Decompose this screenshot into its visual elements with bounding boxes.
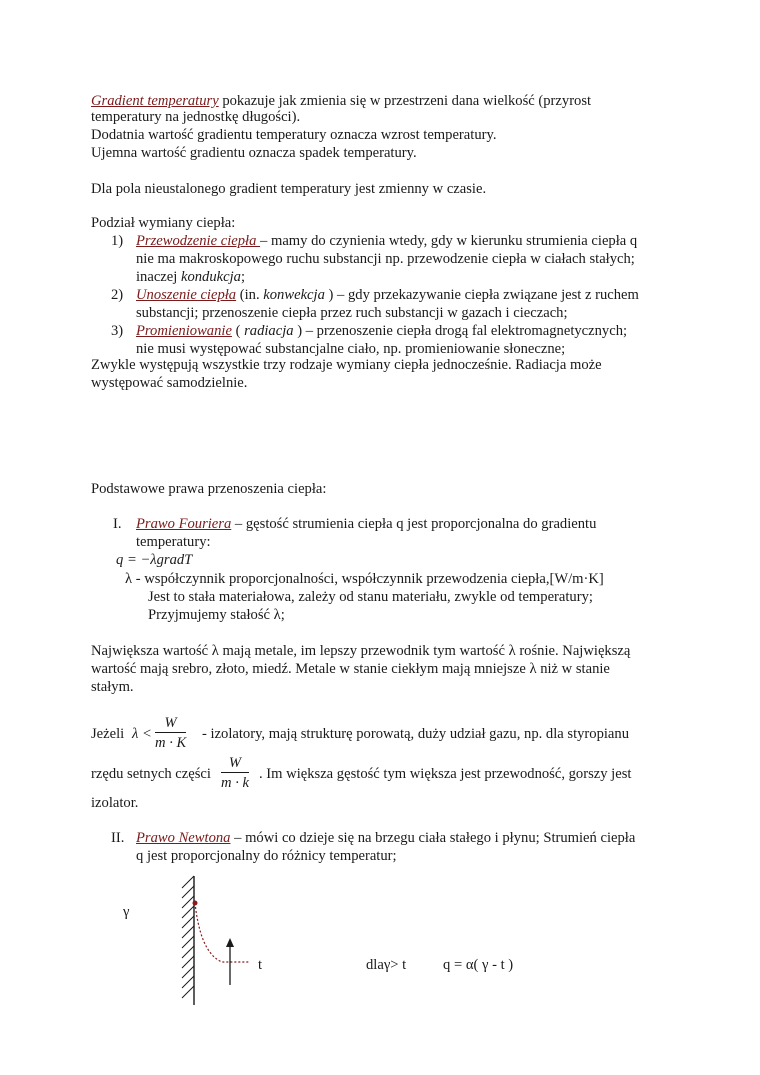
list-item-1-line-1: Przewodzenie ciepła – mamy do czynienia wtedy, gdy w kierunku strumienia ciepła q xyxy=(136,233,638,249)
law-num-1: I. xyxy=(113,516,122,532)
t-label: t xyxy=(258,957,263,973)
metals-line-2: wartość mają srebro, złoto, miedź. Metale w stanie ciekłym mają mniejsze λ niż w stanie xyxy=(91,661,610,677)
order-pre: rzędu setnych części xyxy=(91,766,211,782)
fraction-w-mk-lower: $\frac{W}{m \cdot k}$ xyxy=(221,755,249,791)
arrow-head xyxy=(226,938,234,947)
fraction-w-mk: $\frac{W}{m \cdot K}$ xyxy=(155,715,187,751)
metals-line-3: stałym. xyxy=(91,679,134,695)
term-gradient-temperatury[interactable]: Gradient temperatury xyxy=(91,93,219,109)
insulator-post: - izolatory, mają strukturę porowatą, duży udział gazu, np. dla styropianu xyxy=(202,726,630,742)
newton-line-1: Prawo Newtona – mówi co dzieje się na brzegu ciała stałego i płynu; Strumień ciepła xyxy=(136,830,636,846)
lambda-line-1: λ - współczynnik proporcjonalności, współczynnik przewodzenia ciepła,[W/m·K] xyxy=(125,571,604,587)
lambda-line-3: Przyjmujemy stałość λ; xyxy=(148,607,285,623)
insulator-pre: Jeżeli xyxy=(91,726,125,742)
intro-line-3: Dodatnia wartość gradientu temperatury oznacza wzrost temperatury. xyxy=(91,127,497,143)
intro-line-5: Dla pola nieustalonego gradient temperatury jest zmienny w czasie. xyxy=(91,181,487,197)
list-item-1-line-3: inaczej kondukcja; xyxy=(136,269,246,285)
temperature-curve xyxy=(195,903,250,962)
newton-formula: q = α( γ - t ) xyxy=(443,957,514,973)
newton-line-2: q jest proporcjonalny do różnicy temperatur; xyxy=(136,848,397,864)
term-promieniowanie[interactable]: Promieniowanie xyxy=(136,323,232,339)
metals-line-1: Największa wartość λ mają metale, im lepszy przewodnik tym wartość λ rośnie. Największą xyxy=(91,643,631,659)
term-przewodzenie[interactable]: Przewodzenie ciepła xyxy=(136,233,261,249)
intro-line-1: Gradient temperatury pokazuje jak zmienia się w przestrzeni dana wielkość (przyrost xyxy=(91,93,592,109)
list-item-2-line-2: substancji; przenoszenie ciepła przez ruch substancji w gazach i cieczach; xyxy=(136,305,568,321)
term-prawo-newtona[interactable]: Prawo Newtona xyxy=(136,830,231,846)
term-prawo-fouriera[interactable]: Prawo Fouriera xyxy=(136,516,232,532)
intro-line-4: Ujemna wartość gradientu oznacza spadek temperatury. xyxy=(91,145,417,161)
summary-line-1: Zwykle występują wszystkie trzy rodzaje wymiany ciepła jednocześnie. Radiacja może xyxy=(91,357,602,373)
order-end: izolator. xyxy=(91,795,139,811)
law-num-2: II. xyxy=(111,830,125,846)
fourier-line-1: Prawo Fouriera – gęstość strumienia ciepła q jest proporcjonalna do gradientu xyxy=(136,516,597,532)
condition-label: dlaγ> t xyxy=(366,957,407,973)
list-item-3-line-1: Promieniowanie ( radiacja ) – przenoszenie ciepła drogą fal elektromagnetycznych; xyxy=(136,323,628,339)
heat-exchange-heading: Podział wymiany ciepła: xyxy=(91,215,236,231)
list-num-2: 2) xyxy=(111,287,124,303)
summary-line-2: występować samodzielnie. xyxy=(91,375,248,391)
gamma-label: γ xyxy=(123,904,130,920)
term-unoszenie[interactable]: Unoszenie ciepła xyxy=(136,287,237,303)
wall-hatching xyxy=(182,876,194,998)
intro-line-2: temperatury na jednostkę długości). xyxy=(91,109,301,125)
fourier-line-2: temperatury: xyxy=(136,534,211,550)
laws-heading: Podstawowe prawa przenoszenia ciepła: xyxy=(91,481,327,497)
list-item-1-line-2: nie ma makroskopowego ruchu substancji np. przewodzenie ciepła w ciałach stałych; xyxy=(136,251,635,267)
insulator-inequality: λ < xyxy=(132,726,152,742)
list-item-3-line-2: nie musi występować substancjalne ciało, np. promieniowanie słoneczne; xyxy=(136,341,566,357)
list-num-3: 3) xyxy=(111,323,124,339)
lambda-line-2: Jest to stała materiałowa, zależy od stanu materiału, zwykle od temperatury; xyxy=(148,589,593,605)
list-item-2-line-1: Unoszenie ciepła (in. konwekcja ) – gdy przekazywanie ciepła związane jest z ruchem xyxy=(136,287,639,303)
fourier-formula: q = −λgradT xyxy=(116,552,193,568)
list-num-1: 1) xyxy=(111,233,124,249)
order-post: . Im większa gęstość tym większa jest przewodność, gorszy jest xyxy=(259,766,632,782)
